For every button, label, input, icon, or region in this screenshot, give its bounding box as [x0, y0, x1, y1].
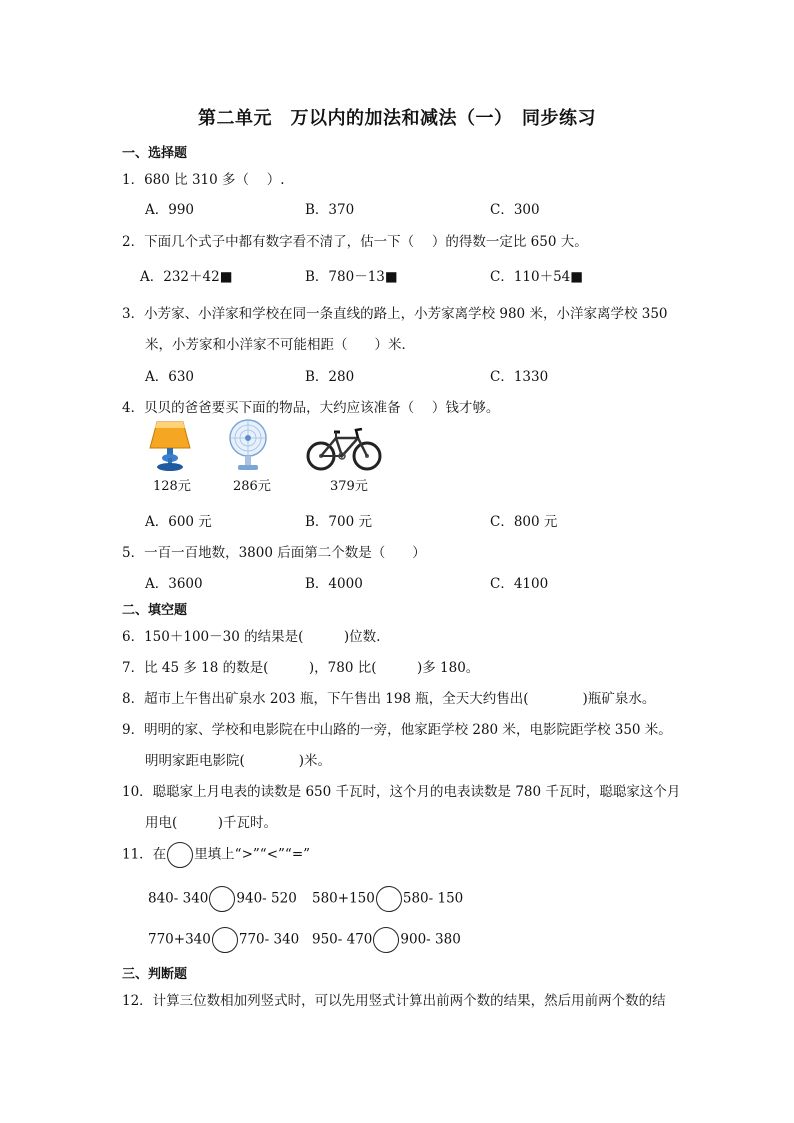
expr-right: 580- 150	[402, 890, 464, 907]
question-3-option-c[interactable]: C．1330	[490, 369, 549, 385]
compare-expression-4	[312, 927, 461, 953]
section-heading-fill: 二、填空题	[122, 603, 188, 618]
compare-expression-3	[148, 927, 299, 953]
question-4-stem: 4．贝贝的爸爸要买下面的物品，大约应该准备（ ）钱才够。	[122, 400, 500, 416]
question-3-stem-line1: 3．小芳家、小洋家和学校在同一条直线的路上，小芳家离学校 980 米，小洋家离学校 350	[122, 306, 668, 322]
question-10-line1: 10．聪聪家上月电表的读数是 650 千瓦时，这个月的电表读数是 780 千瓦时，聪聪家这个月	[122, 784, 681, 800]
question-9-line2: 明明家距电影院( )米。	[145, 753, 332, 769]
question-2-stem: 2．下面几个式子中都有数字看不清了，估一下（ ）的得数一定比 650 大。	[122, 234, 588, 250]
question-3-option-a[interactable]: A．630	[145, 369, 195, 385]
fan-price: 286元	[233, 479, 271, 494]
expr-left: 580+150	[312, 890, 375, 907]
expr-left: 770+340	[148, 931, 211, 948]
answer-circle[interactable]	[209, 886, 235, 912]
question-3-option-b[interactable]: B．280	[305, 369, 355, 385]
question-11-prefix: 11．在	[122, 846, 167, 863]
question-1-option-b[interactable]: B．370	[305, 202, 355, 218]
question-2-option-a[interactable]: A．232＋42■	[140, 269, 233, 285]
question-9-line1: 9．明明的家、学校和电影院在中山路的一旁，他家距学校 280 米，电影院距学校 350 米。	[122, 722, 672, 738]
question-7: 7．比 45 多 18 的数是( )，780 比( )多 180。	[122, 660, 480, 676]
page-title: 第二单元 万以内的加法和减法（一） 同步练习	[198, 108, 596, 129]
section-heading-choice: 一、选择题	[122, 146, 188, 161]
expr-right: 770- 340	[238, 931, 300, 948]
question-10-line2: 用电( )千瓦时。	[145, 815, 278, 831]
question-12: 12．计算三位数相加列竖式时，可以先用竖式计算出前两个数的结果，然后用前两个数的结	[122, 993, 666, 1009]
question-1-stem: 1．680 比 310 多（ ）.	[122, 172, 285, 188]
lamp-price: 128元	[153, 479, 191, 494]
expr-right: 900- 380	[400, 931, 461, 948]
lamp-icon	[148, 418, 192, 472]
bicycle-price: 379元	[330, 479, 368, 494]
question-2-option-c[interactable]: C．110＋54■	[490, 269, 584, 285]
fan-icon	[226, 418, 270, 472]
question-4-option-a[interactable]: A．600 元	[145, 514, 212, 530]
question-6: 6．150＋100－30 的结果是( )位数.	[122, 629, 381, 645]
expr-left: 840- 340	[148, 890, 209, 907]
compare-expression-1	[148, 886, 297, 912]
question-11-suffix: 里填上“>”“<”“=”	[194, 846, 311, 863]
question-5-stem: 5．一百一百地数，3800 后面第二个数是（ ）	[122, 545, 426, 561]
answer-circle[interactable]	[376, 886, 402, 912]
question-4-option-c[interactable]: C．800 元	[490, 514, 558, 530]
question-5-option-a[interactable]: A．3600	[145, 576, 203, 592]
question-5-option-c[interactable]: C．4100	[490, 576, 549, 592]
section-heading-judge: 三、判断题	[122, 967, 188, 982]
bicycle-icon	[306, 424, 382, 472]
question-1-option-a[interactable]: A．990	[145, 202, 195, 218]
question-8: 8．超市上午售出矿泉水 203 瓶，下午售出 198 瓶，全天大约售出( )瓶矿泉水。	[122, 691, 656, 707]
question-4-option-b[interactable]: B．700 元	[305, 514, 372, 530]
answer-circle[interactable]	[373, 927, 399, 953]
question-11-instruction	[122, 842, 310, 868]
answer-circle-example	[167, 842, 193, 868]
question-2-option-b[interactable]: B．780－13■	[305, 269, 398, 285]
question-3-stem-line2: 米，小芳家和小洋家不可能相距（ ）米．	[145, 337, 415, 353]
question-1-option-c[interactable]: C．300	[490, 202, 540, 218]
compare-expression-2	[312, 886, 463, 912]
expr-left: 950- 470	[312, 931, 373, 948]
answer-circle[interactable]	[212, 927, 238, 953]
expr-right: 940- 520	[236, 890, 297, 907]
question-5-option-b[interactable]: B．4000	[305, 576, 363, 592]
